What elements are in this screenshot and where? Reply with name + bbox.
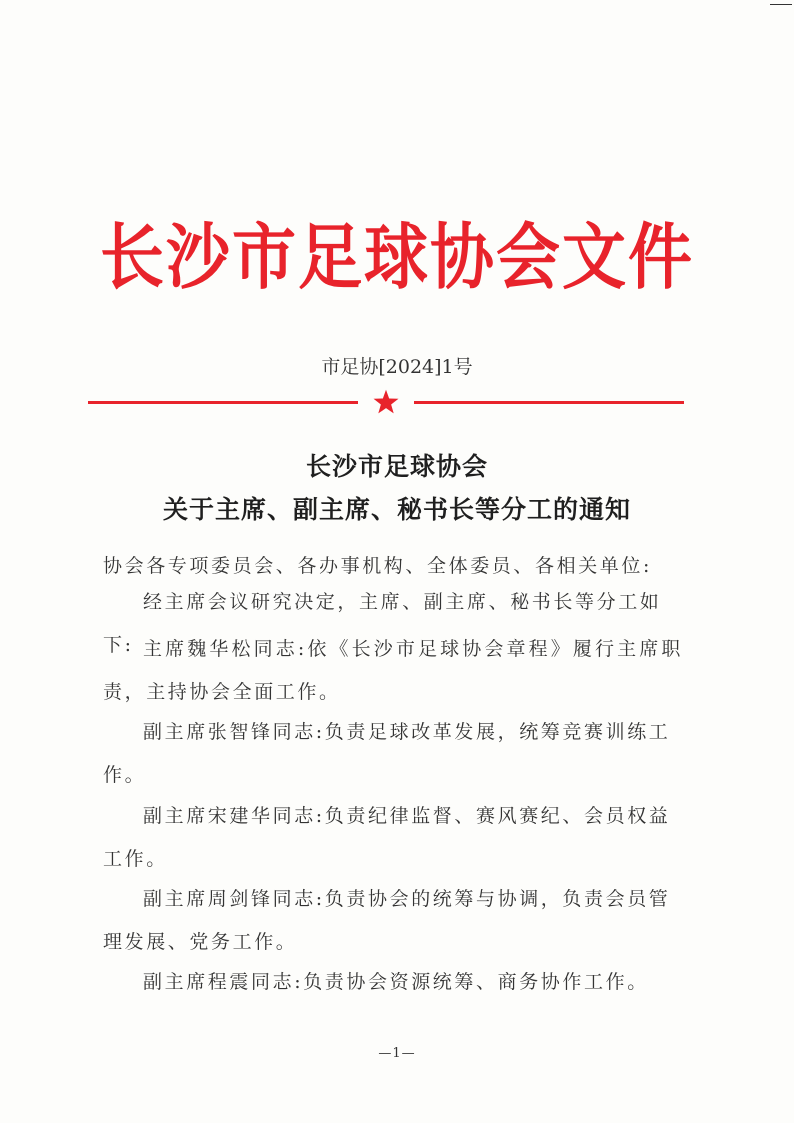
- paragraph-vice-chairman-cheng: 副主席程震同志:负责协会资源统筹、商务协作工作。: [143, 971, 649, 993]
- paragraph-intro: 经主席会议研究决定，主席、副主席、秘书长等分工如下:: [103, 591, 662, 656]
- notice-title-line-1: 长沙市足球协会: [305, 452, 488, 481]
- document-masthead: 长沙市足球协会文件: [100, 215, 694, 300]
- corner-mark: [770, 4, 792, 5]
- red-divider-right: [414, 401, 684, 404]
- salutation: 协会各专项委员会、各办事机构、全体委员、各相关单位:: [103, 555, 653, 577]
- paragraph-vice-chairman-zhang: 副主席张智锋同志:负责足球改革发展，统筹竞赛训练工作。: [103, 721, 671, 786]
- paragraph-vice-chairman-zhou: 副主席周剑锋同志:负责协会的统筹与协调，负责会员管理发展、党务工作。: [103, 888, 671, 953]
- document-number: 市足协[2024]1号: [321, 356, 473, 378]
- paragraph-vice-chairman-song: 副主席宋建华同志:负责纪律监督、赛风赛纪、会员权益工作。: [103, 805, 671, 870]
- page-number: —1—: [378, 1046, 416, 1061]
- notice-title-line-2: 关于主席、副主席、秘书长等分工的通知: [162, 495, 631, 524]
- paragraph-chairman: 主席魏华松同志:依《长沙市足球协会章程》履行主席职责，主持协会全面工作。: [103, 638, 683, 703]
- star-icon: [372, 388, 400, 416]
- red-divider-left: [88, 401, 358, 404]
